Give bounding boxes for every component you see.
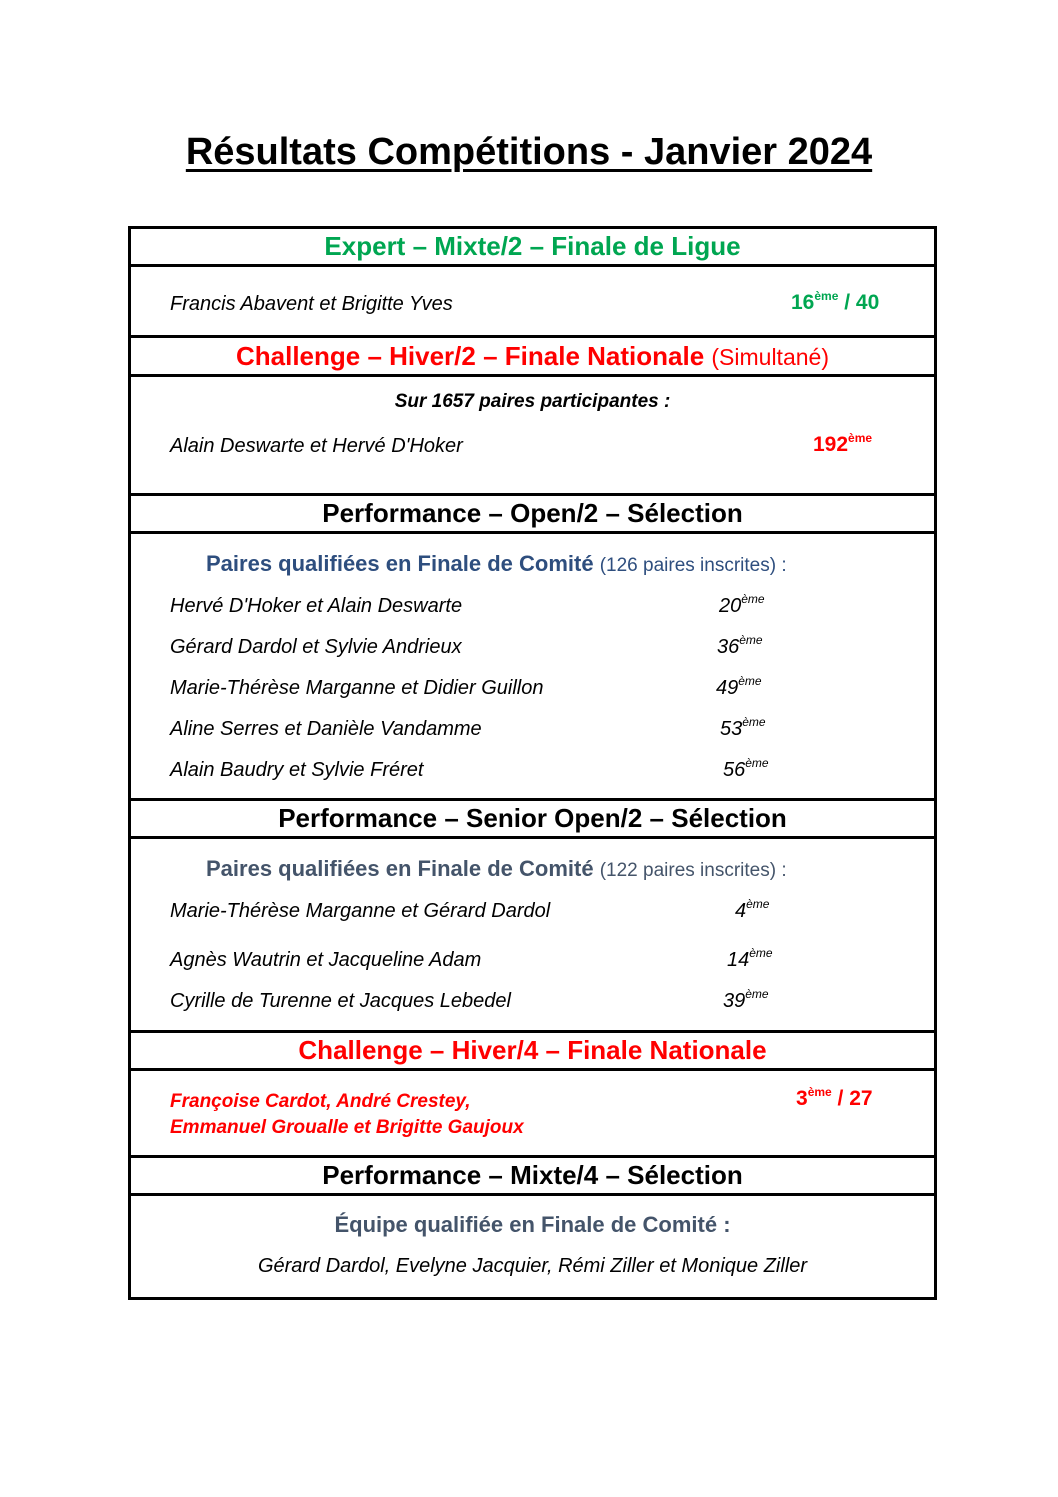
result-name-line-1: Françoise Cardot, André Crestey,: [170, 1091, 471, 1112]
result-name: Hervé D'Hoker et Alain Deswarte: [170, 595, 463, 617]
result-name: Gérard Dardol et Sylvie Andrieux: [170, 636, 462, 658]
result-name: Agnès Wautrin et Jacqueline Adam: [170, 949, 482, 971]
result-rank: 192ème: [813, 431, 873, 456]
section-header-challenge-hiver4: Challenge – Hiver/4 – Finale Nationale: [131, 1030, 934, 1071]
section-header-performance-open2: Performance – Open/2 – Sélection: [131, 493, 934, 534]
section-header-performance-mixte4: Performance – Mixte/4 – Sélection: [131, 1155, 934, 1196]
result-rank: 14ème: [727, 946, 773, 971]
result-rank: 39ème: [723, 987, 769, 1012]
result-team-names: [170, 1089, 524, 1141]
section-header-challenge-hiver2: Challenge – Hiver/2 – Finale Nationale (Simultané): [131, 335, 934, 377]
section-subtitle: Paires qualifiées en Finale de Comité (122 paires inscrites) :: [206, 856, 787, 881]
result-rank: 20ème: [719, 592, 765, 617]
result-rank: 49ème: [716, 674, 762, 699]
result-name: Marie-Thérèse Marganne et Gérard Dardol: [170, 900, 551, 922]
result-name: Cyrille de Turenne et Jacques Lebedel: [170, 990, 511, 1012]
result-name: Alain Baudry et Sylvie Fréret: [170, 759, 424, 781]
section-header-expert-mixte: Expert – Mixte/2 – Finale de Ligue: [131, 229, 934, 267]
result-rank: 53ème: [720, 715, 766, 740]
result-rank: 56ème: [723, 756, 769, 781]
results-frame: [128, 226, 937, 1300]
page-title: Résultats Compétitions - Janvier 2024: [185, 131, 873, 173]
section-subtitle: Équipe qualifiée en Finale de Comité :: [334, 1212, 731, 1237]
result-name: Marie-Thérèse Marganne et Didier Guillon: [170, 677, 544, 699]
section-header-performance-senior: Performance – Senior Open/2 – Sélection: [131, 798, 934, 839]
result-name: Aline Serres et Danièle Vandamme: [170, 718, 482, 740]
result-name-line-2: Emmanuel Groualle et Brigitte Gaujoux: [170, 1117, 524, 1138]
result-name: Alain Deswarte et Hervé D'Hoker: [170, 435, 463, 457]
result-name: Francis Abavent et Brigitte Yves: [170, 293, 453, 315]
section-subtitle: Paires qualifiées en Finale de Comité (126 paires inscrites) :: [206, 551, 787, 576]
section-subtitle: Sur 1657 paires participantes :: [394, 391, 671, 412]
result-rank: 3ème / 27: [796, 1085, 873, 1110]
team-names: Gérard Dardol, Evelyne Jacquier, Rémi Ziller et Monique Ziller: [257, 1255, 808, 1277]
result-rank: 36ème: [717, 633, 763, 658]
result-rank: 16ème / 40: [791, 289, 880, 314]
result-rank: 4ème: [735, 897, 770, 922]
